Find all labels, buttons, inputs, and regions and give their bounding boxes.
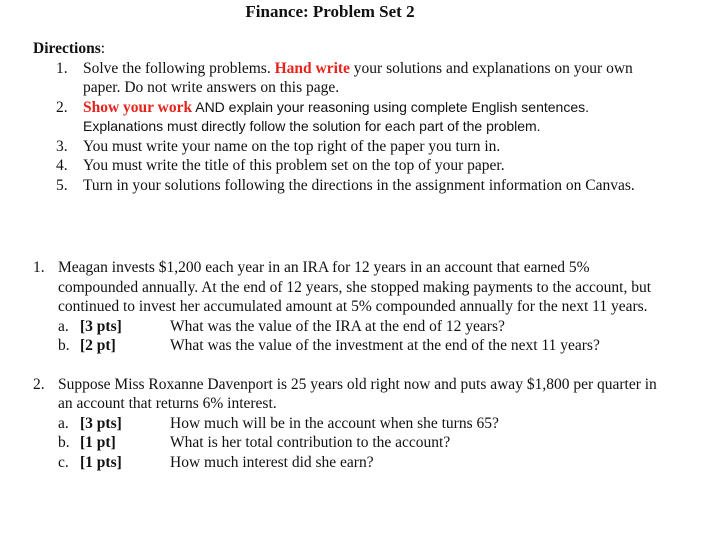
part-points: [1 pt] [80, 434, 116, 451]
part-letter: b. [58, 337, 70, 354]
part-points: [2 pt] [80, 337, 116, 354]
direction-highlight: Show your work [83, 98, 193, 116]
part-letter: c. [58, 453, 69, 471]
direction-number: 3. [56, 137, 68, 155]
problems-section [33, 258, 673, 472]
directions-section [33, 39, 673, 195]
problem-part [58, 433, 673, 453]
direction-item-2 [33, 98, 673, 137]
part-letter: a. [58, 317, 69, 335]
part-text: How much interest did she earn? [170, 453, 374, 471]
problem-text: Meagan invests $1,200 each year in an IRA for 12 years in an account that earned 5% compounded annually. At the end of 12 years, she stopped making payments to the account, but continued to invest her accumulated amount at 5% compounded annually for the next 11 years. [58, 259, 652, 315]
direction-text: Turn in your solutions following the directions in the assignment information on Canvas. [83, 176, 635, 194]
part-text: How much will be in the account when she turns 65? [170, 414, 499, 432]
part-points: [3 pts] [80, 414, 122, 432]
problem-part [58, 453, 673, 473]
problem-text: Suppose Miss Roxanne Davenport is 25 years old right now and puts away $1,800 per quarter in an account that returns 6% interest. [58, 375, 657, 412]
part-text: What was the value of the IRA at the end of 12 years? [170, 317, 505, 335]
directions-heading-line [33, 39, 673, 59]
problem-part [58, 317, 673, 337]
direction-number: 4. [56, 157, 68, 174]
direction-number: 2. [56, 98, 68, 116]
part-text: What was the value of the investment at the end of the next 11 years? [170, 337, 600, 354]
direction-highlight: Hand write [274, 59, 350, 77]
part-letter: a. [58, 414, 69, 432]
direction-text: your solutions and explanations on your own paper. Do not write answers on this page. [83, 59, 633, 96]
directions-colon: : [100, 40, 106, 57]
part-points: [1 pts] [80, 453, 122, 471]
part-letter: b. [58, 434, 70, 451]
problem-number: 1. [33, 259, 45, 276]
part-points: [3 pts] [80, 317, 122, 335]
direction-number: 1. [56, 59, 68, 77]
page-title: Finance: Problem Set 2 [245, 2, 415, 21]
direction-text: You must write the title of this problem set on the top of your paper. [83, 157, 505, 174]
problem-part [58, 336, 673, 356]
direction-item-1 [33, 59, 673, 98]
direction-item-3 [33, 137, 673, 157]
problem-1 [33, 258, 673, 356]
direction-text: Solve the following problems. [83, 59, 275, 77]
problem-part [58, 414, 673, 434]
directions-heading: Directions [33, 40, 101, 57]
directions-list [33, 59, 673, 196]
direction-text: You must write your name on the top right of the paper you turn in. [83, 137, 501, 155]
direction-number: 5. [56, 176, 68, 194]
direction-item-4 [33, 156, 673, 176]
part-text: What is her total contribution to the account? [170, 434, 451, 451]
direction-item-5 [33, 176, 673, 196]
direction-text: AND explain your reasoning using complete English sentences. Explanations must directly follow the solution for each part of the problem. [83, 98, 590, 134]
problem-2 [33, 375, 673, 473]
problem-number: 2. [33, 375, 45, 393]
